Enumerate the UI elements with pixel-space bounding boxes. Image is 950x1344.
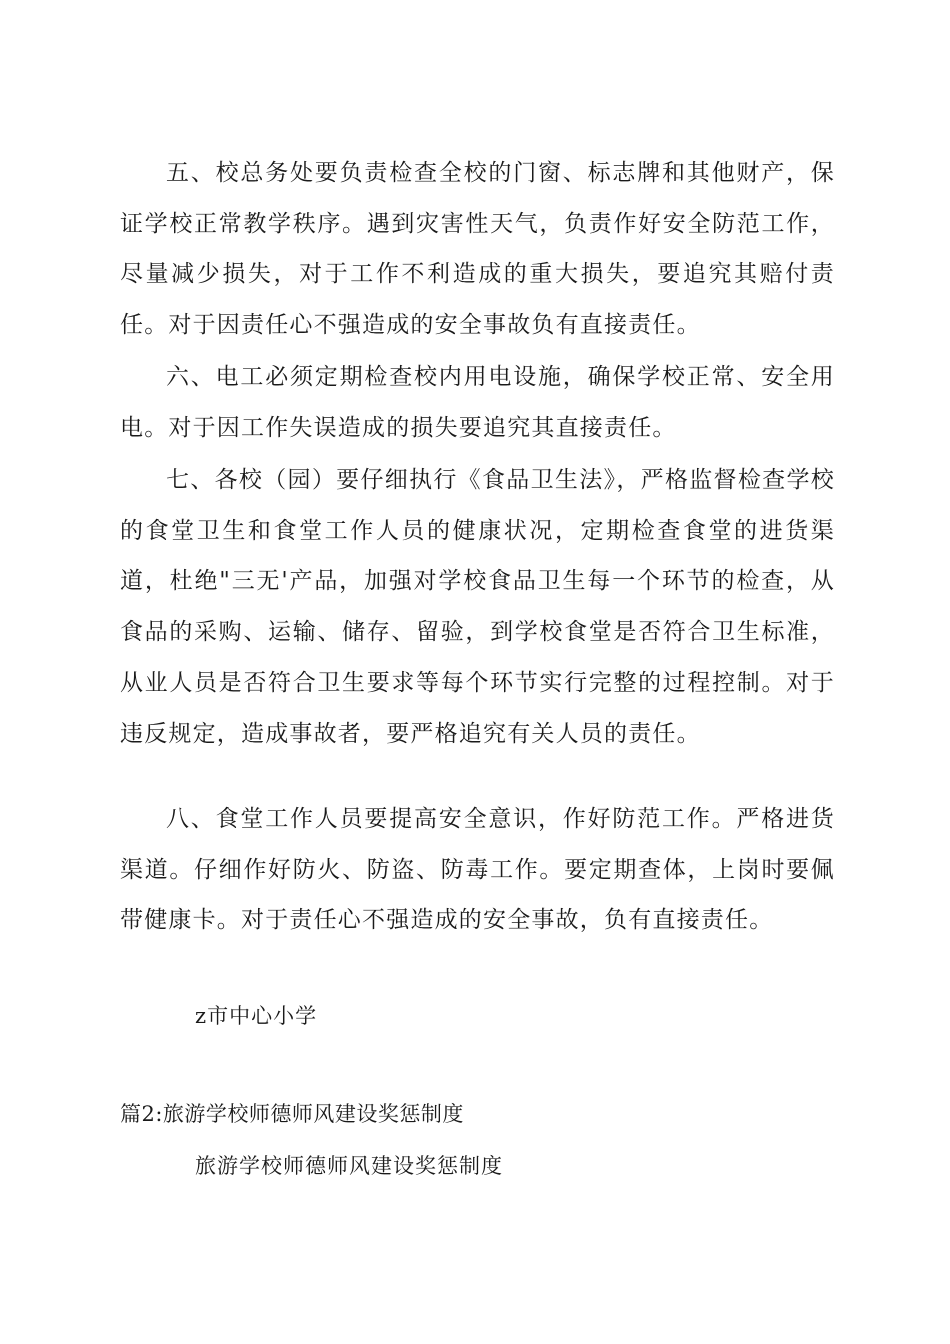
paragraph-item-7: 七、各校（园）要仔细执行《食品卫生法》，严格监督检查学校的食堂卫生和食堂工作人员的健康状况，定期检查食堂的进货渠道，杜绝"三无'产品，加强对学校食品卫生每一个环节的检查，从食品的采购、运输、储存、留验，到学校食堂是否符合卫生标准，从业人员是否符合卫生要求等每个环节实行完整的过程控制。对于违反规定，造成事故者，要严格追究有关人员的责任。 (120, 467, 835, 747)
paragraph-item-5: 五、校总务处要负责检查全校的门窗、标志牌和其他财产，保证学校正常教学秩序。遇到灾害性天气，负责作好安全防范工作，尽量减少损失，对于工作不利造成的重大损失，要追究其赔付责任。对于因责任心不强造成的安全事故负有直接责任。 (120, 160, 835, 339)
paragraph-item-8: 八、食堂工作人员要提高安全意识，作好防范工作。严格进货渠道。仔细作好防火、防盗、防毒工作。要定期查体，上岗时要佩带健康卡。对于责任心不强造成的安全事故，负有直接责任。 (120, 806, 835, 934)
paragraph-item-6: 六、电工必须定期检查校内用电设施，确保学校正常、安全用电。对于因工作失误造成的损失要追究其直接责任。 (120, 364, 835, 441)
signature-school-name: z市中心小学 (195, 1004, 318, 1028)
part-2-heading: 篇2:旅游学校师德师风建设奖惩制度 (120, 1102, 464, 1126)
part-2-title: 旅游学校师德师风建设奖惩制度 (195, 1154, 503, 1178)
